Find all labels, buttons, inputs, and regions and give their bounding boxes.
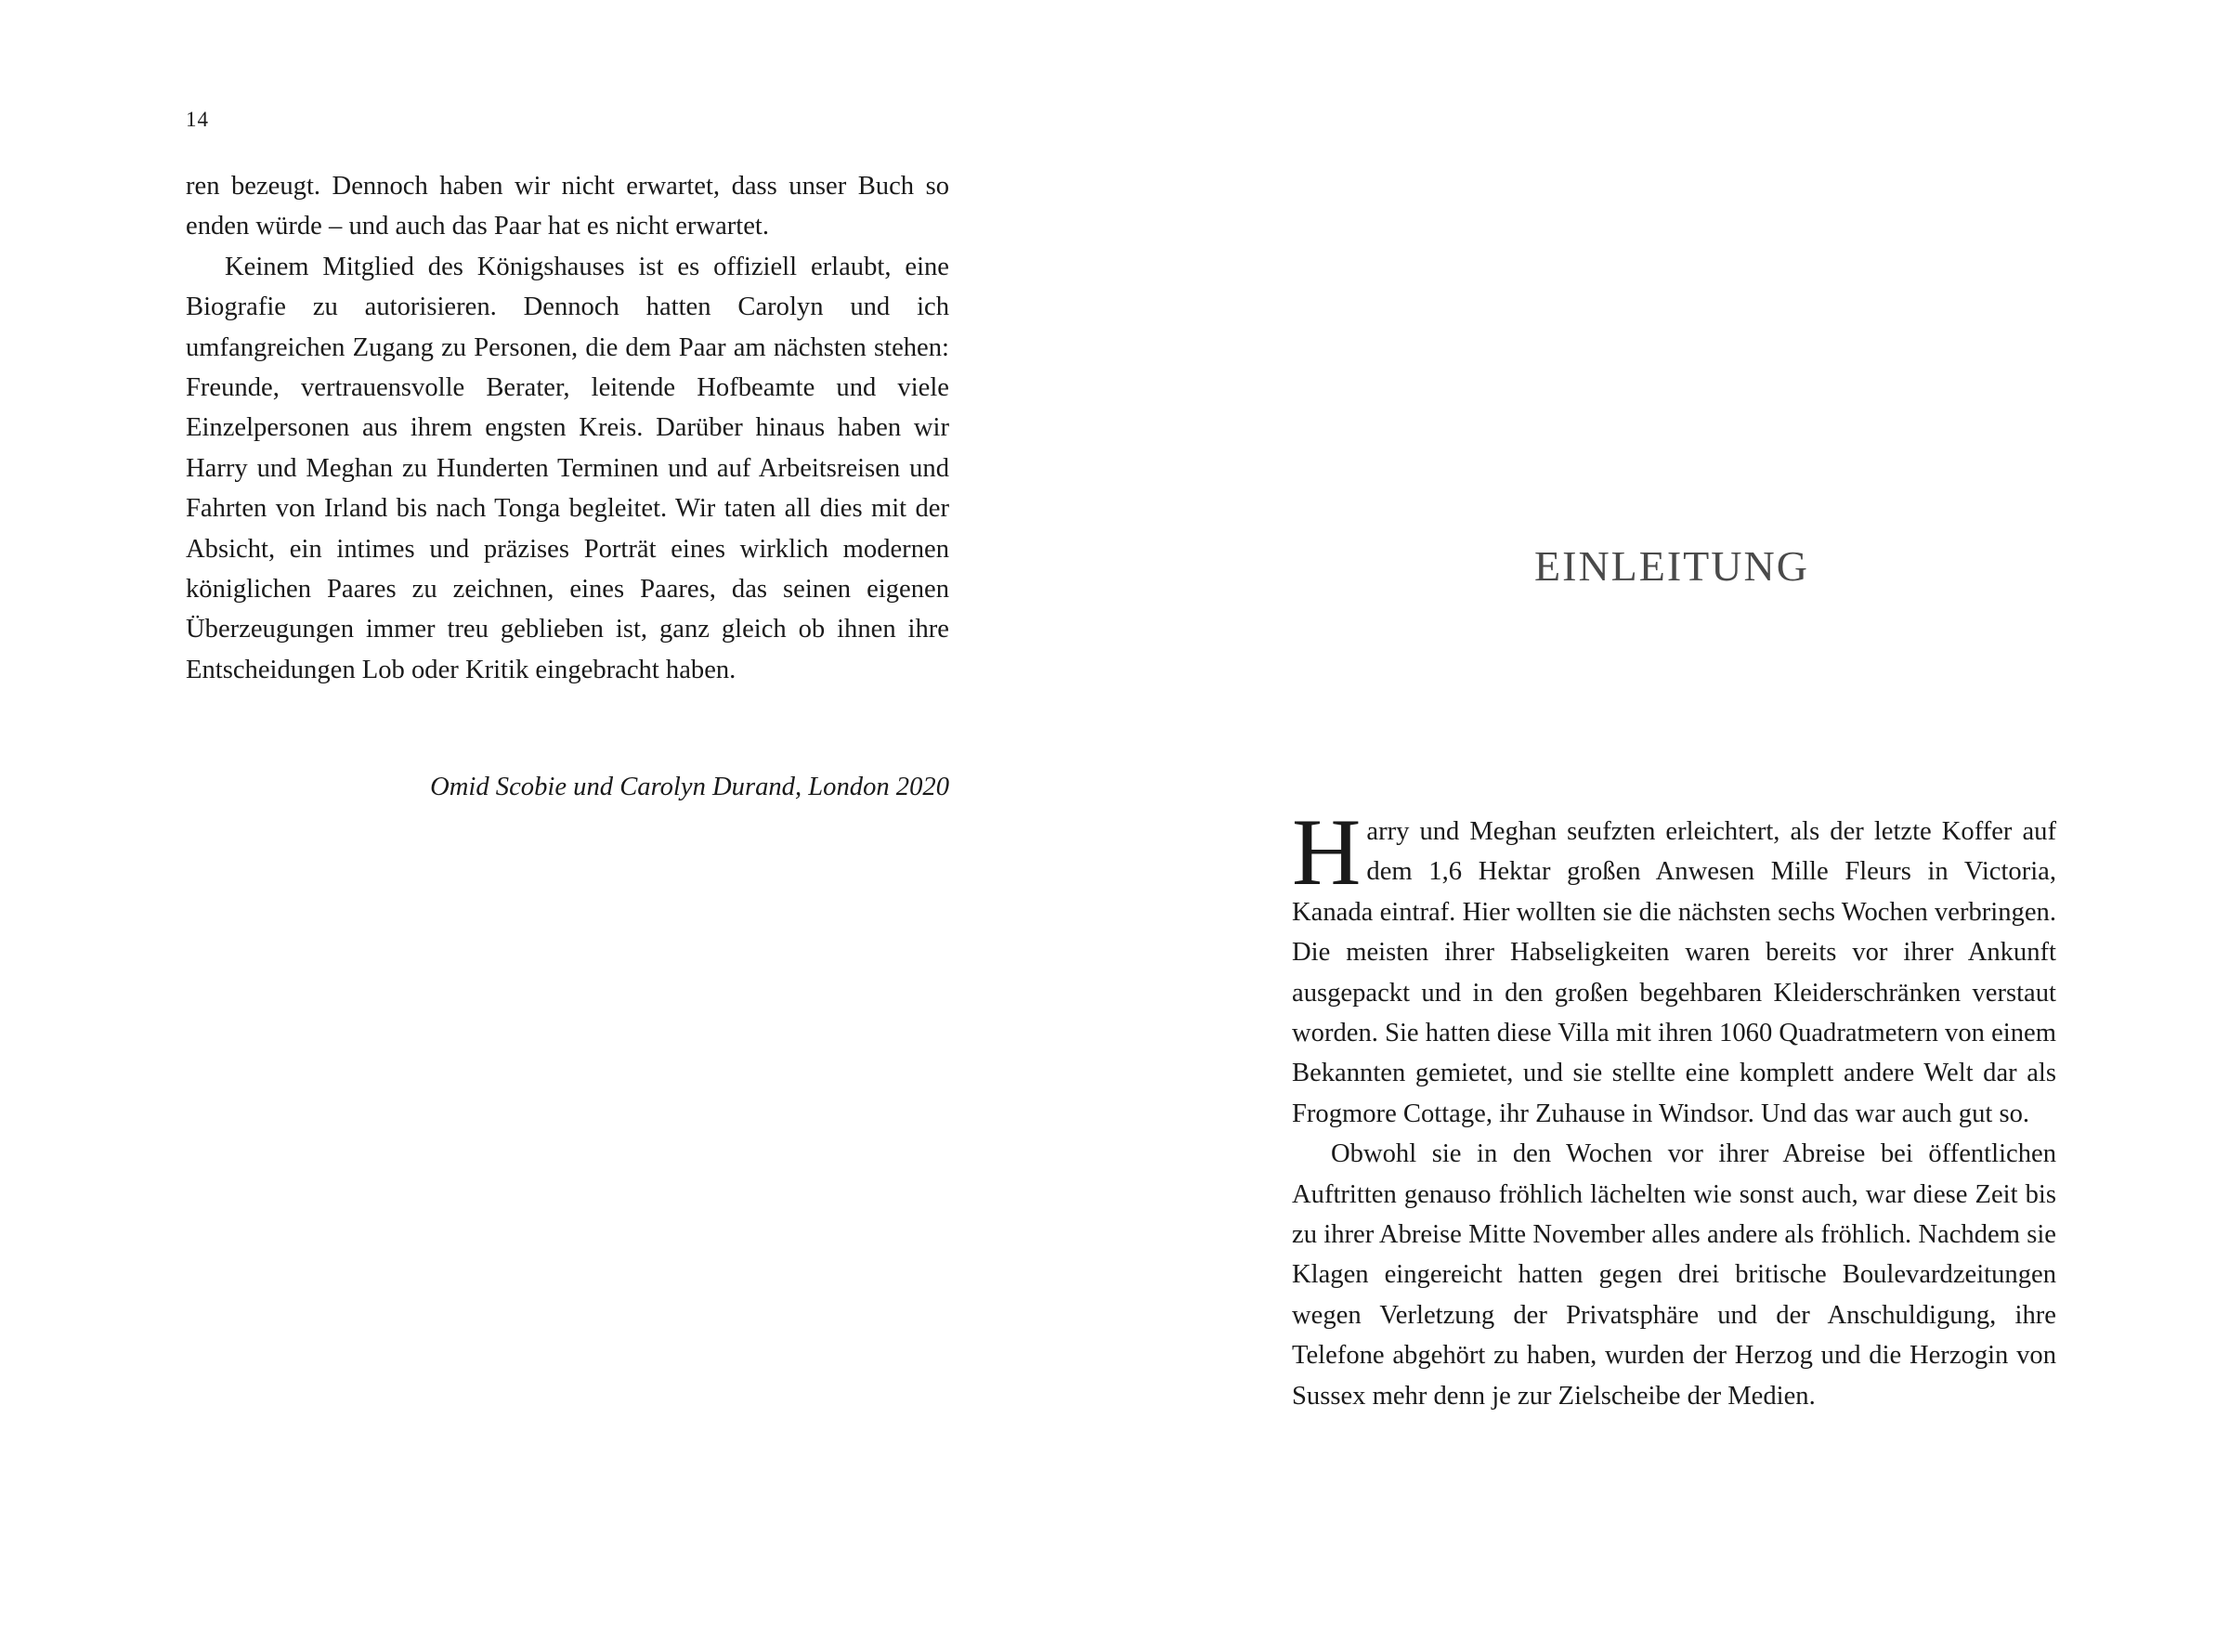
paragraph: Keinem Mitglied des Königshauses ist es offiziell erlaubt, eine Biografie zu autorisieren. Dennoch hatten Carolyn und ich umfangreichen Zugang zu Personen, die dem Paar am nächsten stehen: Freunde, vertrauensvolle Berater, leitende Hofbeamte und viele Einzelpersonen aus ihrem engsten Kreis. Darüber hinaus haben wir Harry und Meghan zu Hunderten Terminen und auf Arbeitsreisen und Fahrten von Irland bis nach Tonga begleitet. Wir taten all dies mit der Absicht, ein intimes und präzises Porträt eines wirklich modernen königlichen Paares zu zeichnen, eines Paares, das seinen eigenen Überzeugungen immer treu geblieben ist, ganz gleich ob ihnen ihre Entscheidungen Lob oder Kritik eingebracht haben.: [186, 252, 949, 684]
right-body-text: [1292, 800, 2056, 1416]
left-page: [0, 0, 1114, 1652]
paragraph-text: arry und Meghan seufzten erleichtert, als der letzte Koffer auf dem 1,6 Hektar großen Anwesen Mille Fleurs in Victoria, Kanada eintraf. Hier wollten sie die nächsten sechs Wochen verbringen. Die meisten ihrer Habseligkeiten waren bereits vor ihrer Ankunft ausgepackt und in den großen begehbaren Kleiderschränken verstaut worden. Sie hatten diese Villa mit ihren 1060 Quadratmetern von einem Bekannten gemietet, und sie stellte eine komplett andere Welt dar als Frogmore Cottage, ihr Zuhause in Windsor. Und das war auch gut so.: [1292, 817, 2056, 1128]
drop-cap: H: [1292, 800, 1362, 905]
chapter-title: EINLEITUNG: [1534, 541, 1809, 590]
author-signature: Omid Scobie und Carolyn Durand, London 2020: [430, 773, 949, 801]
page-number: 14: [186, 108, 209, 131]
paragraph: Obwohl sie in den Wochen vor ihrer Abreise bei öffentlichen Auftritten genauso fröhlich lächelten wie sonst auch, war diese Zeit bis zu ihrer Abreise Mitte November alles andere als fröhlich. Nachdem sie Klagen eingereicht hatten gegen drei britische Boulevardzeitungen wegen Verletzung der Privatsphäre und der Anschuldigung, ihre Telefone abgehört zu haben, wurden der Herzog und die Herzogin von Sussex mehr denn je zur Zielscheibe der Medien.: [1292, 1139, 2056, 1411]
right-page: [1114, 0, 2229, 1652]
paragraph: [1292, 800, 2056, 1134]
paragraph: ren bezeugt. Dennoch haben wir nicht erwartet, dass unser Buch so enden würde – und auch das Paar hat es nicht erwartet.: [186, 172, 949, 241]
left-body-text: [186, 166, 949, 690]
